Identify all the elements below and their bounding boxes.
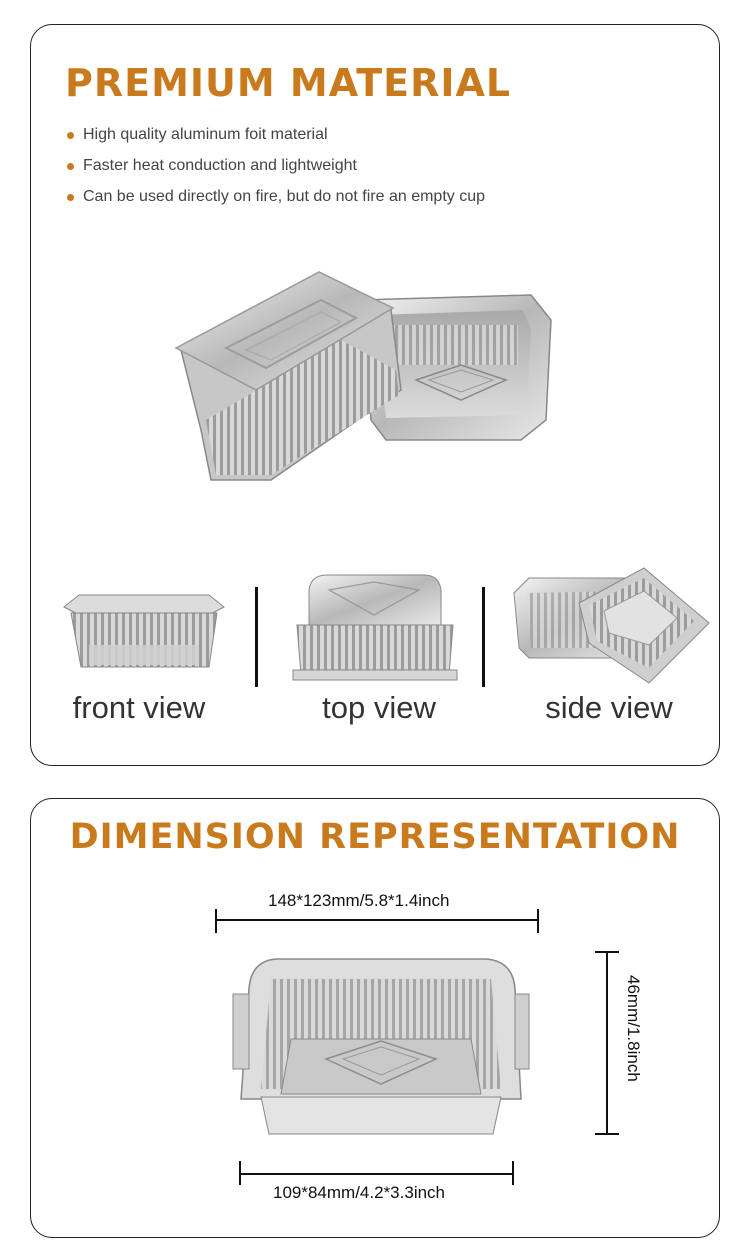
side-view-label: side view — [545, 690, 673, 725]
dimension-tick — [215, 909, 217, 933]
feature-item: Faster heat conduction and lightweight — [65, 154, 485, 185]
feature-item: High quality aluminum foit material — [65, 123, 485, 154]
divider — [482, 587, 485, 687]
side-view-image — [509, 563, 714, 688]
premium-material-panel — [30, 24, 720, 766]
top-view-image — [289, 570, 459, 685]
dimension-line — [215, 919, 539, 921]
dimension-tick — [239, 1161, 241, 1185]
front-view-label: front view — [72, 690, 206, 725]
section-title: PREMIUM MATERIAL — [65, 61, 512, 105]
dimension-tick — [512, 1161, 514, 1185]
section-title: DIMENSION REPRESENTATION — [69, 817, 681, 857]
dimension-tick — [595, 1133, 619, 1135]
bullet-dot-icon — [67, 132, 74, 139]
bullet-dot-icon — [67, 194, 74, 201]
dimension-tick — [595, 951, 619, 953]
height-dimension-label: 46mm/1.8inch — [624, 975, 643, 1082]
dimension-line — [239, 1173, 513, 1175]
dimension-panel — [30, 798, 720, 1238]
feature-list — [65, 123, 485, 216]
top-view-label: top view — [322, 690, 436, 725]
dimension-line — [606, 951, 608, 1135]
top-dimension-label: 148*123mm/5.8*1.4inch — [268, 891, 450, 910]
bullet-dot-icon — [67, 163, 74, 170]
front-view-image — [59, 585, 229, 675]
bottom-dimension-label: 109*84mm/4.2*3.3inch — [273, 1183, 446, 1202]
feature-item: Can be used directly on fire, but do not fire an empty cup — [65, 185, 485, 216]
divider — [255, 587, 258, 687]
dimension-tick — [537, 909, 539, 933]
foil-trays-product-image — [171, 270, 571, 490]
tray-dimension-image — [231, 949, 531, 1144]
